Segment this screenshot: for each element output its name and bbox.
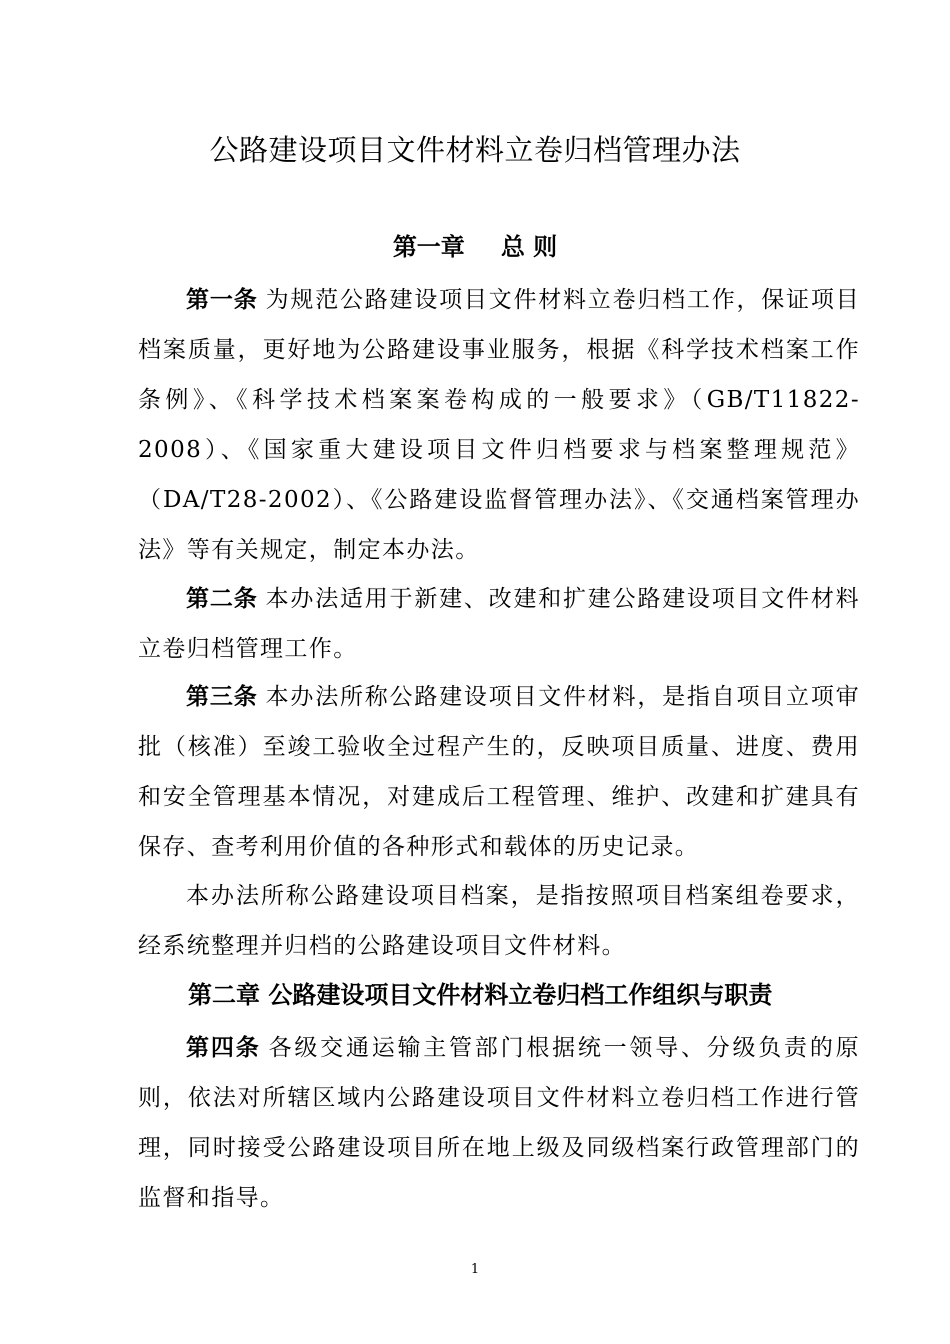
article-label: 第二条 <box>186 586 258 612</box>
chapter-heading <box>0 227 950 267</box>
article-text: 本办法所称公路建设项目文件材料，是指自项目立项审批（核准）至竣工验收全过程产生的，反映项目质量、进度、费用和安全管理基本情况，对建成后工程管理、维护、改建和扩建具有保存、查考利用价值的各种形式和载体的历史记录。 <box>138 684 861 860</box>
article-paragraph <box>138 574 860 674</box>
chapter-title: 总 则 <box>500 233 558 261</box>
chapter-number: 第一章 <box>392 233 465 261</box>
page-number: 1 <box>470 1262 480 1277</box>
article-paragraph <box>138 1023 860 1223</box>
chapter-heading: 第二章 公路建设项目文件材料立卷归档工作组织与职责 <box>188 981 773 1009</box>
article-label: 第一条 <box>186 287 258 313</box>
article-label: 第四条 <box>186 1035 261 1061</box>
article-paragraph <box>138 275 860 575</box>
article-text: 各级交通运输主管部门根据统一领导、分级负责的原则，依法对所辖区域内公路建设项目文件材料立卷归档工作进行管理，同时接受公路建设项目所在地上级及同级档案行政管理部门的监督和指导。 <box>138 1035 861 1211</box>
article-label: 第三条 <box>186 684 258 710</box>
article-text: 为规范公路建设项目文件材料立卷归档工作，保证项目档案质量，更好地为公路建设事业服务，根据《科学技术档案工作条例》、《科学技术档案案卷构成的一般要求》（GB/T11822-2008）、《国家重大建设项目文件归档要求与档案整理规范》（DA/T28-2002）、《公路建设监督管理办法》、《交通档案管理办法》等有关规定，制定本办法。 <box>138 287 861 563</box>
article-text: 本办法适用于新建、改建和扩建公路建设项目文件材料立卷归档管理工作。 <box>138 586 861 662</box>
body-paragraph <box>138 871 860 971</box>
article-paragraph <box>138 672 860 872</box>
document-title: 公路建设项目文件材料立卷归档管理办法 <box>209 133 741 167</box>
paragraph-text: 本办法所称公路建设项目档案，是指按照项目档案组卷要求，经系统整理并归档的公路建设项目文件材料。 <box>138 883 860 959</box>
